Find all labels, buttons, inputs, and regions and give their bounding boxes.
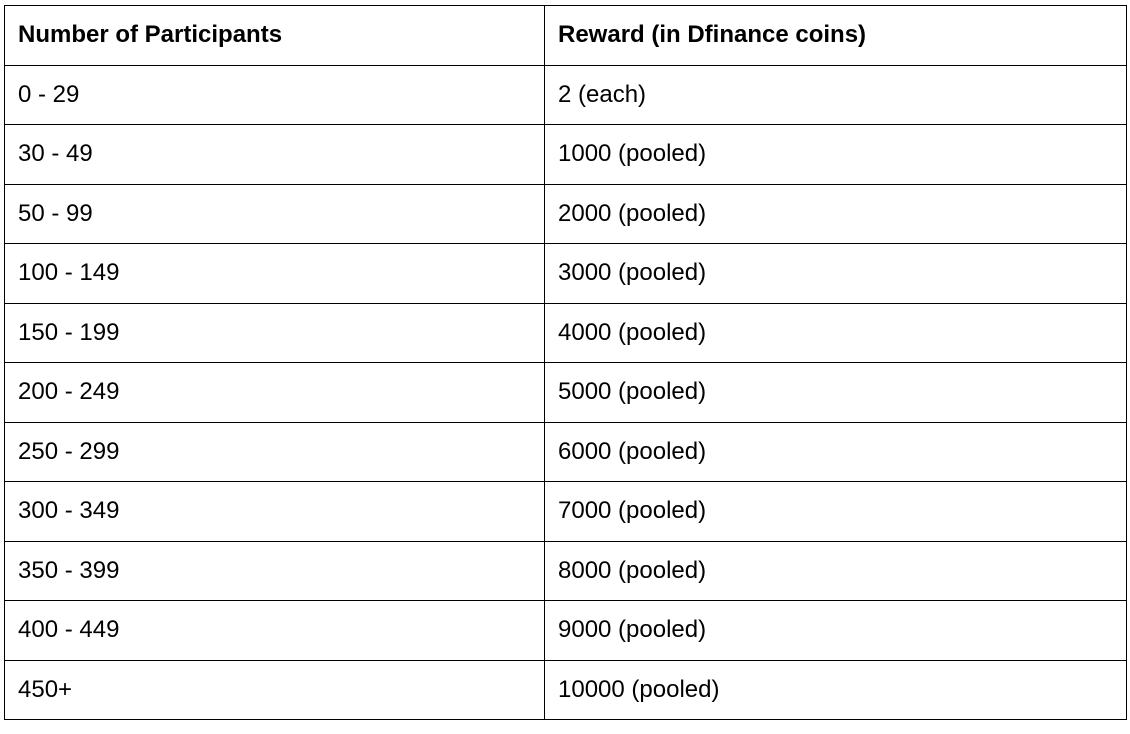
reward-cell: 5000 (pooled) — [545, 363, 1127, 423]
table-row — [5, 363, 1127, 423]
participants-cell: 350 - 399 — [5, 541, 545, 601]
reward-cell: 6000 (pooled) — [545, 422, 1127, 482]
participants-cell: 200 - 249 — [5, 363, 545, 423]
participants-cell: 50 - 99 — [5, 184, 545, 244]
reward-table — [4, 5, 1127, 720]
reward-cell: 2000 (pooled) — [545, 184, 1127, 244]
table-row — [5, 482, 1127, 542]
table-row — [5, 303, 1127, 363]
table-row — [5, 244, 1127, 304]
table-row — [5, 125, 1127, 185]
reward-cell: 7000 (pooled) — [545, 482, 1127, 542]
participants-cell: 30 - 49 — [5, 125, 545, 185]
participants-cell: 300 - 349 — [5, 482, 545, 542]
participants-cell: 0 - 29 — [5, 65, 545, 125]
participants-cell: 250 - 299 — [5, 422, 545, 482]
table-row — [5, 601, 1127, 661]
header-participants: Number of Participants — [5, 6, 545, 66]
participants-cell: 400 - 449 — [5, 601, 545, 661]
reward-cell: 8000 (pooled) — [545, 541, 1127, 601]
reward-table-container — [4, 5, 1126, 720]
participants-cell: 100 - 149 — [5, 244, 545, 304]
table-row — [5, 184, 1127, 244]
table-row — [5, 422, 1127, 482]
table-row — [5, 660, 1127, 720]
participants-cell: 450+ — [5, 660, 545, 720]
table-row — [5, 65, 1127, 125]
reward-cell: 3000 (pooled) — [545, 244, 1127, 304]
reward-cell: 4000 (pooled) — [545, 303, 1127, 363]
reward-cell: 2 (each) — [545, 65, 1127, 125]
reward-cell: 10000 (pooled) — [545, 660, 1127, 720]
participants-cell: 150 - 199 — [5, 303, 545, 363]
reward-cell: 9000 (pooled) — [545, 601, 1127, 661]
table-header-row — [5, 6, 1127, 66]
table-row — [5, 541, 1127, 601]
header-reward: Reward (in Dfinance coins) — [545, 6, 1127, 66]
reward-cell: 1000 (pooled) — [545, 125, 1127, 185]
